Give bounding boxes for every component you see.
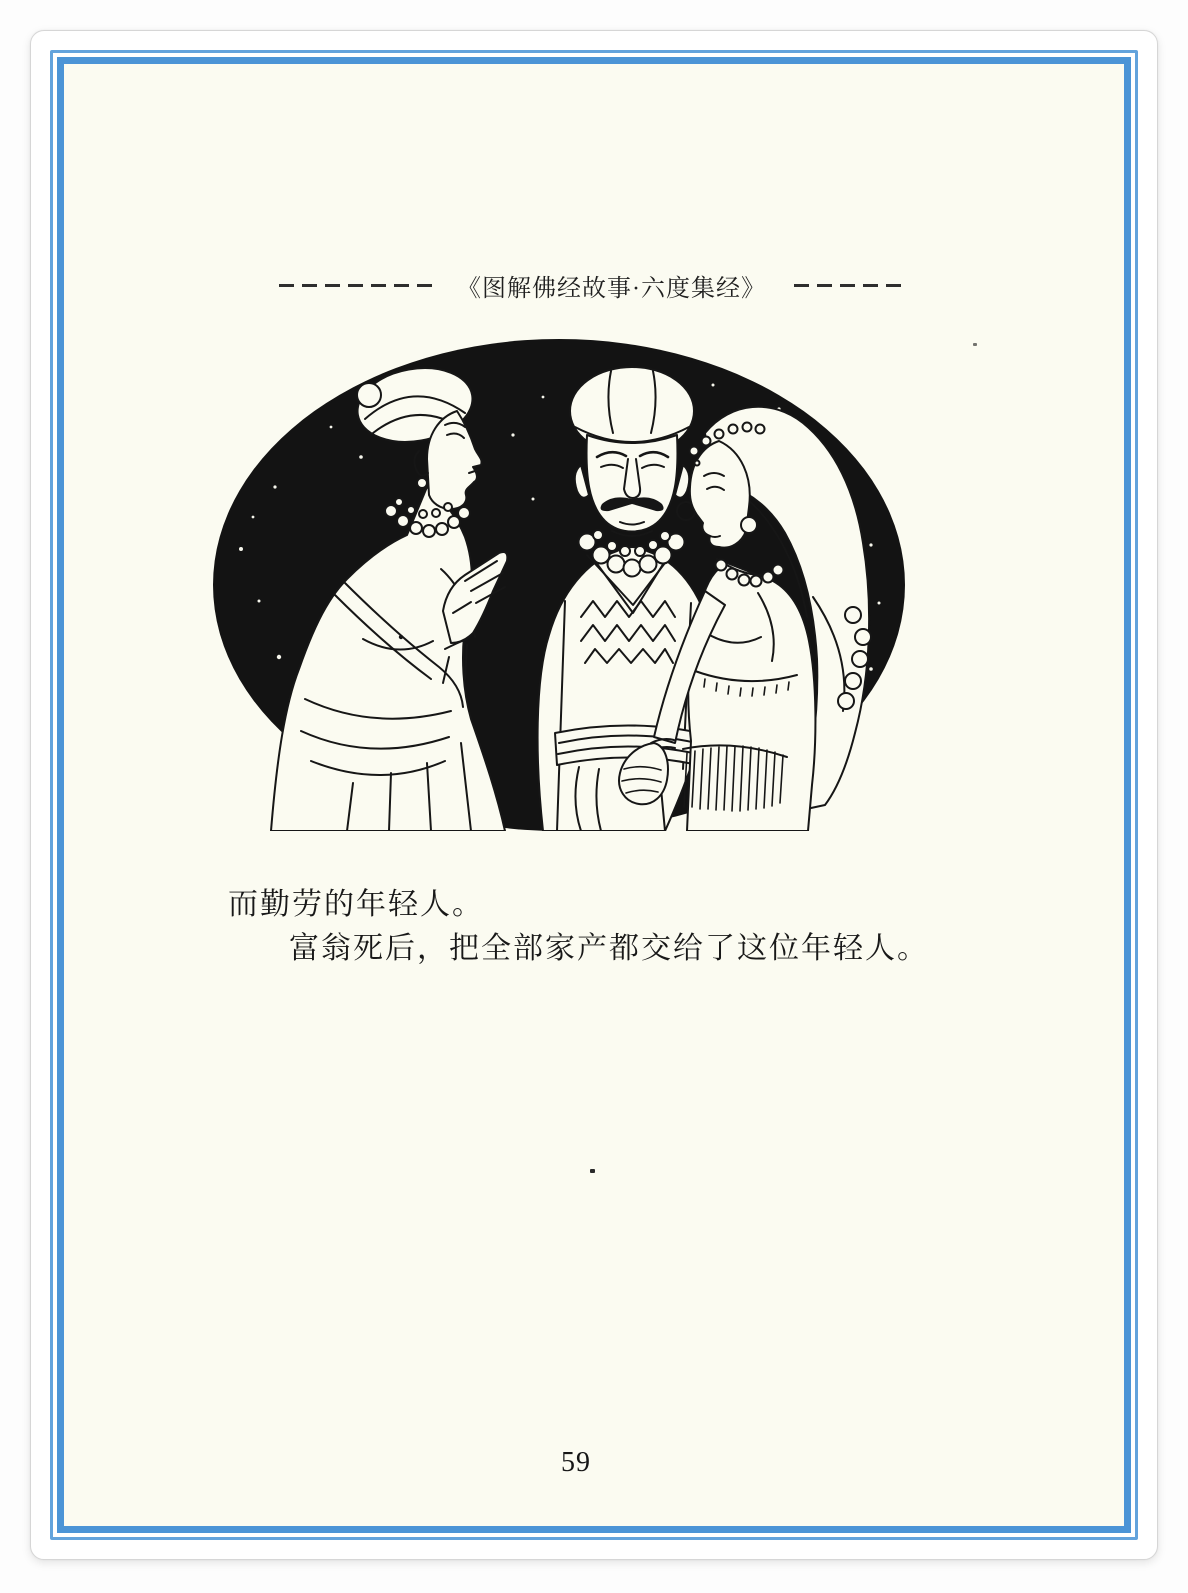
ink-speck xyxy=(590,1169,595,1173)
page-number: 59 xyxy=(561,1447,591,1478)
caption-line-2: 富翁死后，把全部家产都交给了这位年轻人。 xyxy=(289,932,929,965)
outer-blue-border xyxy=(50,50,1138,1540)
inner-blue-border xyxy=(57,57,1131,1533)
page-card xyxy=(30,30,1158,1560)
story-illustration xyxy=(213,339,906,831)
caption-line-1: 而勤劳的年轻人。 xyxy=(228,888,484,921)
page-content xyxy=(64,64,1124,1526)
header-rule-left xyxy=(279,284,439,287)
header-rule-right xyxy=(794,284,909,287)
book-title: 《图解佛经故事·六度集经》 xyxy=(457,275,766,302)
running-head xyxy=(64,268,1124,302)
ink-speck xyxy=(973,343,977,346)
